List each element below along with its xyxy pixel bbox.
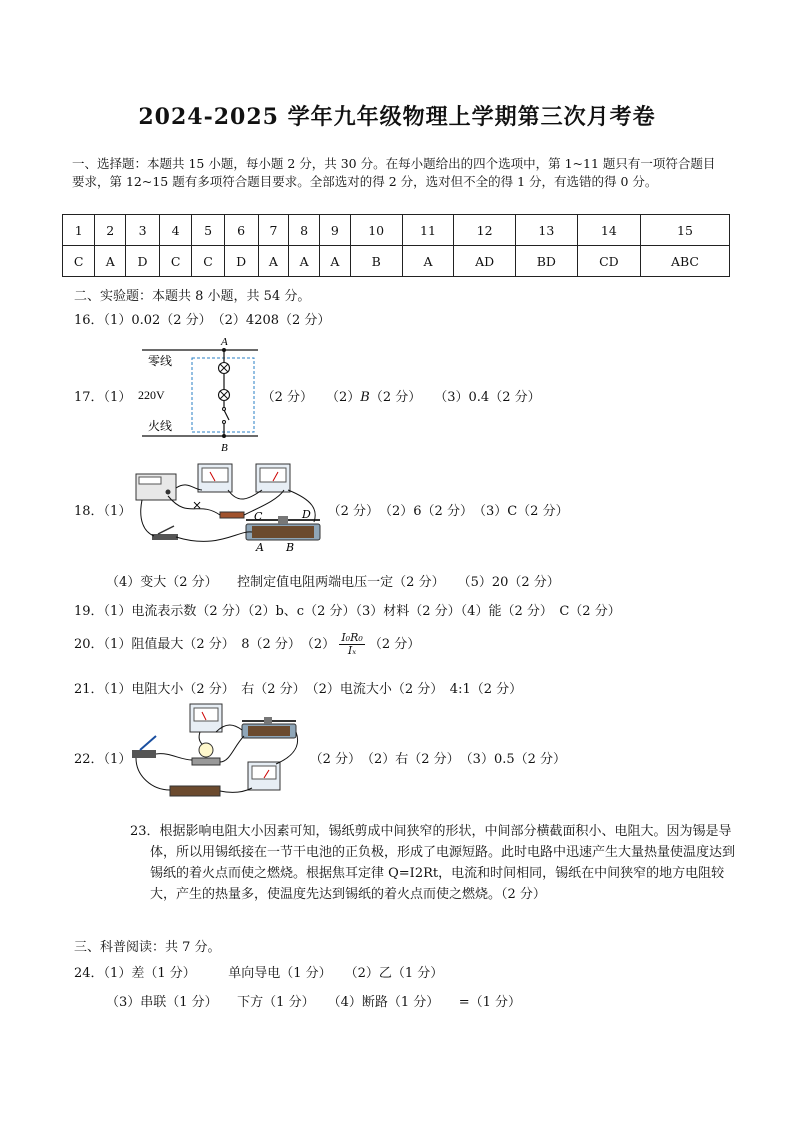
section3-heading: 三、科普阅读：共 7 分。 xyxy=(74,940,221,955)
q17-circuit-figure xyxy=(130,332,270,456)
q18-cross-mark: × xyxy=(192,498,203,512)
table-cell-question-number: 1 xyxy=(63,215,95,246)
table-cell-question-number: 8 xyxy=(289,215,320,246)
table-cell-question-number: 2 xyxy=(95,215,126,246)
q24-line2: （3）串联（1 分） 下方（1 分） （4）断路（1 分） =（1 分） xyxy=(106,995,522,1010)
table-cell-question-number: 4 xyxy=(159,215,191,246)
q17-voltage-label: 220V xyxy=(138,388,165,402)
table-cell-question-number: 14 xyxy=(577,215,640,246)
table-cell-question-number: 9 xyxy=(320,215,351,246)
table-cell-answer: ABC xyxy=(640,246,729,277)
table-cell-question-number: 5 xyxy=(192,215,224,246)
q17-fire-line-label: 火线 xyxy=(148,419,173,433)
q20-post: （2 分） xyxy=(368,637,421,652)
table-cell-answer: A xyxy=(289,246,320,277)
q18-label-b: B xyxy=(286,541,295,554)
q19-answer: 19．（1）电流表示数（2 分）（2）b、c（2 分）（3）材料（2 分）（4）能（2 分） C（2 分） xyxy=(74,604,621,619)
table-cell-question-number: 12 xyxy=(454,215,515,246)
q18-label-d: D xyxy=(302,508,311,521)
table-cell-question-number: 10 xyxy=(350,215,402,246)
q18-rest: （2 分） （2）6（2 分） （3）C（2 分） xyxy=(327,504,569,519)
q21-answer: 21．（1）电阻大小（2 分） 右（2 分） （2）电流大小（2 分） 4:1（2 分） xyxy=(74,682,523,697)
page-title: 2024-2025 学年九年级物理上学期第三次月考卷 xyxy=(138,104,656,130)
table-cell-answer: CD xyxy=(577,246,640,277)
q22-circuit-figure xyxy=(130,702,300,804)
q18-label-a: A xyxy=(256,541,264,554)
section2-heading: 二、实验题：本题共 8 小题，共 54 分。 xyxy=(74,289,311,304)
table-cell-answer: D xyxy=(224,246,258,277)
table-cell-answer: A xyxy=(402,246,454,277)
table-cell-question-number: 11 xyxy=(402,215,454,246)
q17-number: 17．（1） xyxy=(74,390,132,405)
table-row-numbers xyxy=(63,215,730,246)
q20-fraction-numerator: I₀R₀ xyxy=(341,631,363,644)
table-cell-question-number: 13 xyxy=(515,215,577,246)
q18-switch-icon xyxy=(152,534,178,540)
q17-zero-line-label: 零线 xyxy=(148,354,173,368)
table-cell-answer: C xyxy=(192,246,224,277)
q20-pre: 20．（1）阻值最大（2 分） 8（2 分） （2） xyxy=(74,637,336,652)
q24-line1: 24．（1）差（1 分） 单向导电（1 分） （2）乙（1 分） xyxy=(74,966,444,981)
table-cell-question-number: 15 xyxy=(640,215,729,246)
q18-circuit-figure xyxy=(128,460,328,556)
table-cell-answer: C xyxy=(159,246,191,277)
q17-switch-icon xyxy=(224,410,229,420)
q20-fraction-denominator: Iₓ xyxy=(347,644,357,657)
table-cell-answer: B xyxy=(350,246,402,277)
table-cell-question-number: 6 xyxy=(224,215,258,246)
table-cell-answer: D xyxy=(126,246,160,277)
q17-point-b: B xyxy=(221,442,228,454)
q17-part3: （2 分） （3）0.4（2 分） xyxy=(369,390,541,405)
q18-resistor-icon xyxy=(220,512,244,518)
table-cell-answer: A xyxy=(258,246,289,277)
q22-switch-icon xyxy=(132,750,156,758)
table-cell-question-number: 7 xyxy=(258,215,289,246)
q18-label-c: C xyxy=(254,510,263,523)
q22-rest: （2 分） （2）右（2 分） （3）0.5（2 分） xyxy=(309,752,567,767)
table-cell-answer: AD xyxy=(454,246,515,277)
answer-table xyxy=(62,214,730,277)
table-cell-answer: A xyxy=(320,246,351,277)
q17-point-a: A xyxy=(221,336,228,348)
q20-fraction xyxy=(339,632,364,657)
table-row-answers xyxy=(63,246,730,277)
q18-line2: （4）变大（2 分） 控制定值电阻两端电压一定（2 分） （5）20（2 分） xyxy=(106,575,560,590)
table-cell-question-number: 3 xyxy=(126,215,160,246)
q20-answer xyxy=(74,632,420,657)
table-cell-answer: A xyxy=(95,246,126,277)
q17-part1-score: （2 分） （2） xyxy=(261,390,361,405)
table-cell-answer: BD xyxy=(515,246,577,277)
q23-answer: 23．根据影响电阻大小因素可知，锡纸剪成中间狭窄的形状，中间部分横截面积小、电阻大。因为锡是导体，所以用锡纸接在一节干电池的正负极，形成了电源短路。此时电路中迅速产生大量热量使温度达到锡纸的着火点而使之燃烧。根据焦耳定律 Q=I2Rt，电流和时间相同，锡纸在中间狭窄的地方电阻较大，产生的热量多，使温度先达到锡纸的着火点而使之燃烧。（2 分） xyxy=(130,824,736,902)
q22-number: 22．（1） xyxy=(74,752,132,767)
q17-part2-value: B xyxy=(360,390,370,405)
table-cell-answer: C xyxy=(63,246,95,277)
q16-answer: 16．（1）0.02（2 分） （2）4208（2 分） xyxy=(74,313,331,328)
q22-battery-icon xyxy=(170,786,220,796)
q18-number: 18．（1） xyxy=(74,504,132,519)
section1-intro: 一、选择题：本题共 15 小题，每小题 2 分，共 30 分。在每小题给出的四个选项中，第 1~11 题只有一项符合题目要求，第 12~15 题有多项符合题目要求。全部选对的得 2 分，选对但不全的得 1 分，有选错的得 0 分。 xyxy=(72,156,716,189)
q22-bulb-icon xyxy=(199,743,213,757)
